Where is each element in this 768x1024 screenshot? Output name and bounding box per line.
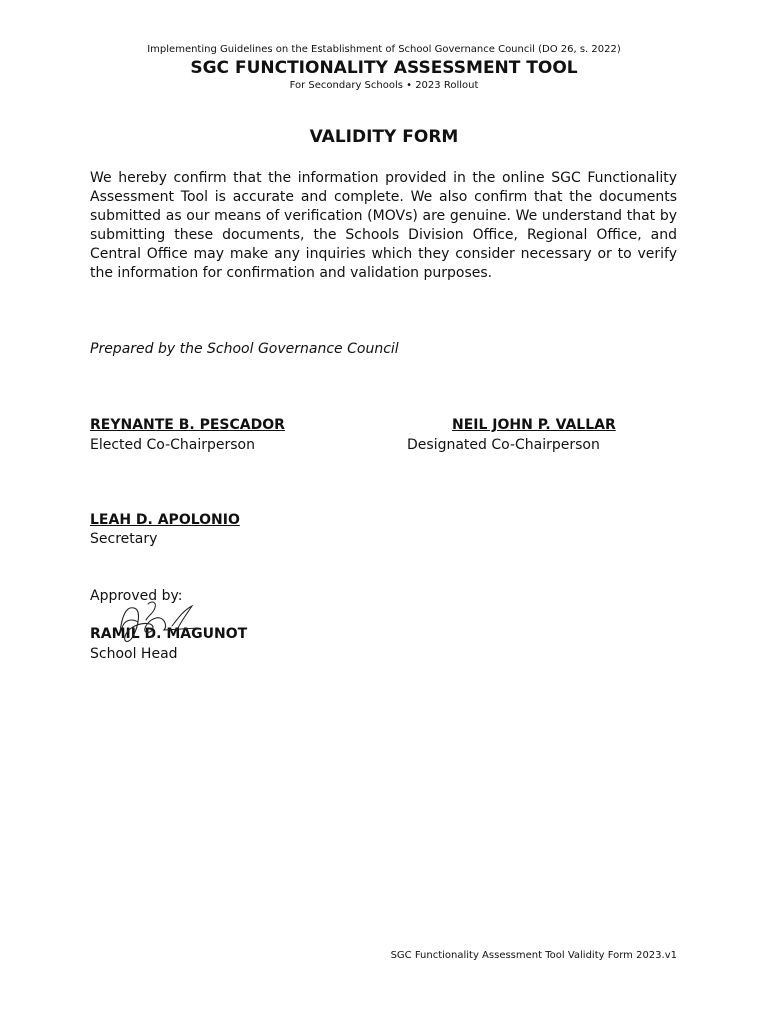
designated-cochair-role: Designated Co-Chairperson [407,437,600,453]
document-subtitle: For Secondary Schools • 2023 Rollout [289,80,479,91]
school-head-name: RAMIL D. MAGUNOT [90,626,248,642]
handwritten-signature [112,598,202,648]
secretary-role: Secretary [90,531,158,547]
designated-cochair-name: NEIL JOHN P. VALLAR [452,417,616,433]
form-title: VALIDITY FORM [309,127,459,147]
prepared-by-line: Prepared by the School Governance Council [90,341,399,357]
secretary-name: LEAH D. APOLONIO [90,512,240,528]
elected-cochair-role: Elected Co-Chairperson [90,437,255,453]
guidelines-reference: Implementing Guidelines on the Establishment of School Governance Council (DO 26, s. 2022) [147,44,621,55]
footer-version: SGC Functionality Assessment Tool Validity Form 2023.v1 [390,950,677,961]
school-head-role: School Head [90,646,178,662]
approved-by-label: Approved by: [90,588,183,604]
elected-cochair-name: REYNANTE B. PESCADOR [90,417,285,433]
document-title: SGC FUNCTIONALITY ASSESSMENT TOOL [190,58,578,78]
confirmation-statement: We hereby confirm that the information provided in the online SGC Functionality Assessment Tool is accurate and complete. We also confirm that the documents submitted as our means of verification (MOVs) are genuine. We understand that by submitting these documents, the Schools Division Office, Regional Office, and Central Office may make any inquiries which they consider necessary or to verify the information for confirmation and validation purposes. [90,170,677,281]
